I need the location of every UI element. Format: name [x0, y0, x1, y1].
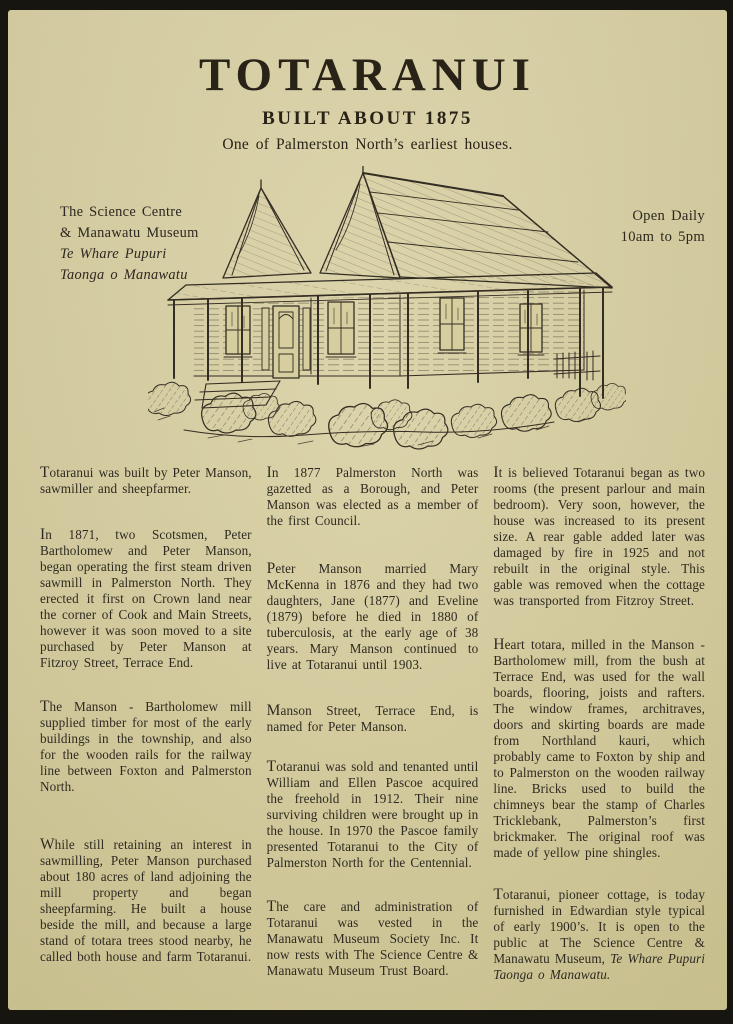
museum-maori-name-line2: Taonga o Manawatu	[60, 267, 188, 283]
body-paragraph: Manson Street, Terrace End, is named for Peter Manson.	[266, 702, 479, 734]
body-paragraph: In 1871, two Scotsmen, Peter Bartholomew and Peter Manson, began operating the first steam driven sawmill in Palmerston North. They erected it first on Crown land near the corner of Cook and Main Streets, however it was soon moved to a site purchased by Peter Manson at Fitzroy Street, Terrace End.	[40, 526, 252, 670]
body-paragraph: The care and administration of Totaranui was vested in the Manawatu Museum Society Inc. It now rests with The Science Centre & Manawatu Museum Trust Board.	[266, 898, 479, 978]
body-paragraph: Totaranui was sold and tenanted until William and Ellen Pascoe acquired the freehold in 1912. Their nine surviving children were brought up in the house. In 1970 the Pascoe family presented Totaranui to the City of Palmerston North for the Centennial.	[266, 758, 479, 870]
page-tagline: One of Palmerston North’s earliest houses.	[222, 136, 513, 153]
body-paragraph: Peter Manson married Mary McKenna in 1876 and they had two daughters, Jane (1877) and Eveline (1879) before he died in 1880 of tuberculosis, at the early age of 38 years. Mary Manson continued to live at Totaranui until 1903.	[266, 560, 479, 672]
masthead	[8, 49, 727, 153]
column-left	[40, 465, 252, 1010]
body-paragraph: It is believed Totaranui began as two rooms (the present parlour and main bedroom). Very soon, however, the house was increased to its present size. A rear gable added later was damaged by fire in 1925 and not rebuilt in the original style. This gable was removed when the cottage was transported from Fitzroy Street.	[493, 464, 706, 608]
column-middle	[267, 465, 479, 1010]
cottage-illustration	[148, 166, 626, 460]
opening-hours	[621, 206, 705, 248]
body-paragraph: Heart totara, milled in the Manson - Bartholomew mill, from the bush at Terrace End, was used for the wall boards, flooring, joists and rafters. The window frames, architraves, doors and skirting boards are made from Northland kauri, which probably came to Foxton by ship and to Palmerston on the wooden railway line. Bricks used to build the chimneys bear the stamp of Charles Tricklebank, Palmerston’s first brickmaker. The original roof was made of yellow pine shingles.	[493, 636, 706, 860]
column-right	[493, 465, 705, 1010]
page-subtitle: BUILT ABOUT 1875	[262, 108, 473, 129]
museum-name-line1: The Science Centre	[60, 204, 183, 220]
museum-maori-name-line1: Te Whare Pupuri	[60, 246, 167, 262]
article-columns	[40, 465, 705, 1010]
body-paragraph: In 1877 Palmerston North was gazetted as a Borough, and Peter Manson was elected as a member of the first Council.	[266, 464, 479, 528]
museum-name-line2: & Manawatu Museum	[60, 225, 199, 241]
body-paragraph: Totaranui, pioneer cottage, is today furnished in Edwardian style typical of early 1900’s. It is open to the public at The Science Centre & Manawatu Museum, Te Whare Pupuri Taonga o Manawatu.	[493, 886, 706, 982]
paper-page	[8, 10, 727, 1010]
opening-hours-line1: Open Daily	[632, 208, 705, 224]
body-paragraph: Totaranui was built by Peter Manson, sawmiller and sheepfarmer.	[40, 464, 252, 496]
body-paragraph: While still retaining an interest in sawmilling, Peter Manson purchased about 180 acres of land adjoining the mill property and began sheepfarming. He built a house beside the mill, and because a large stand of totara trees stood nearby, he called both house and farm Totaranui.	[40, 836, 252, 964]
opening-hours-line2: 10am to 5pm	[620, 229, 705, 245]
page-title: TOTARANUI	[199, 49, 536, 101]
maori-name-italic: Te Whare Pupuri Taonga o Manawatu.	[493, 951, 706, 982]
body-paragraph: The Manson - Bartholomew mill supplied timber for most of the early buildings in the township, and also for the wooden rails for the railway line between Foxton and Palmerston North.	[40, 698, 252, 794]
